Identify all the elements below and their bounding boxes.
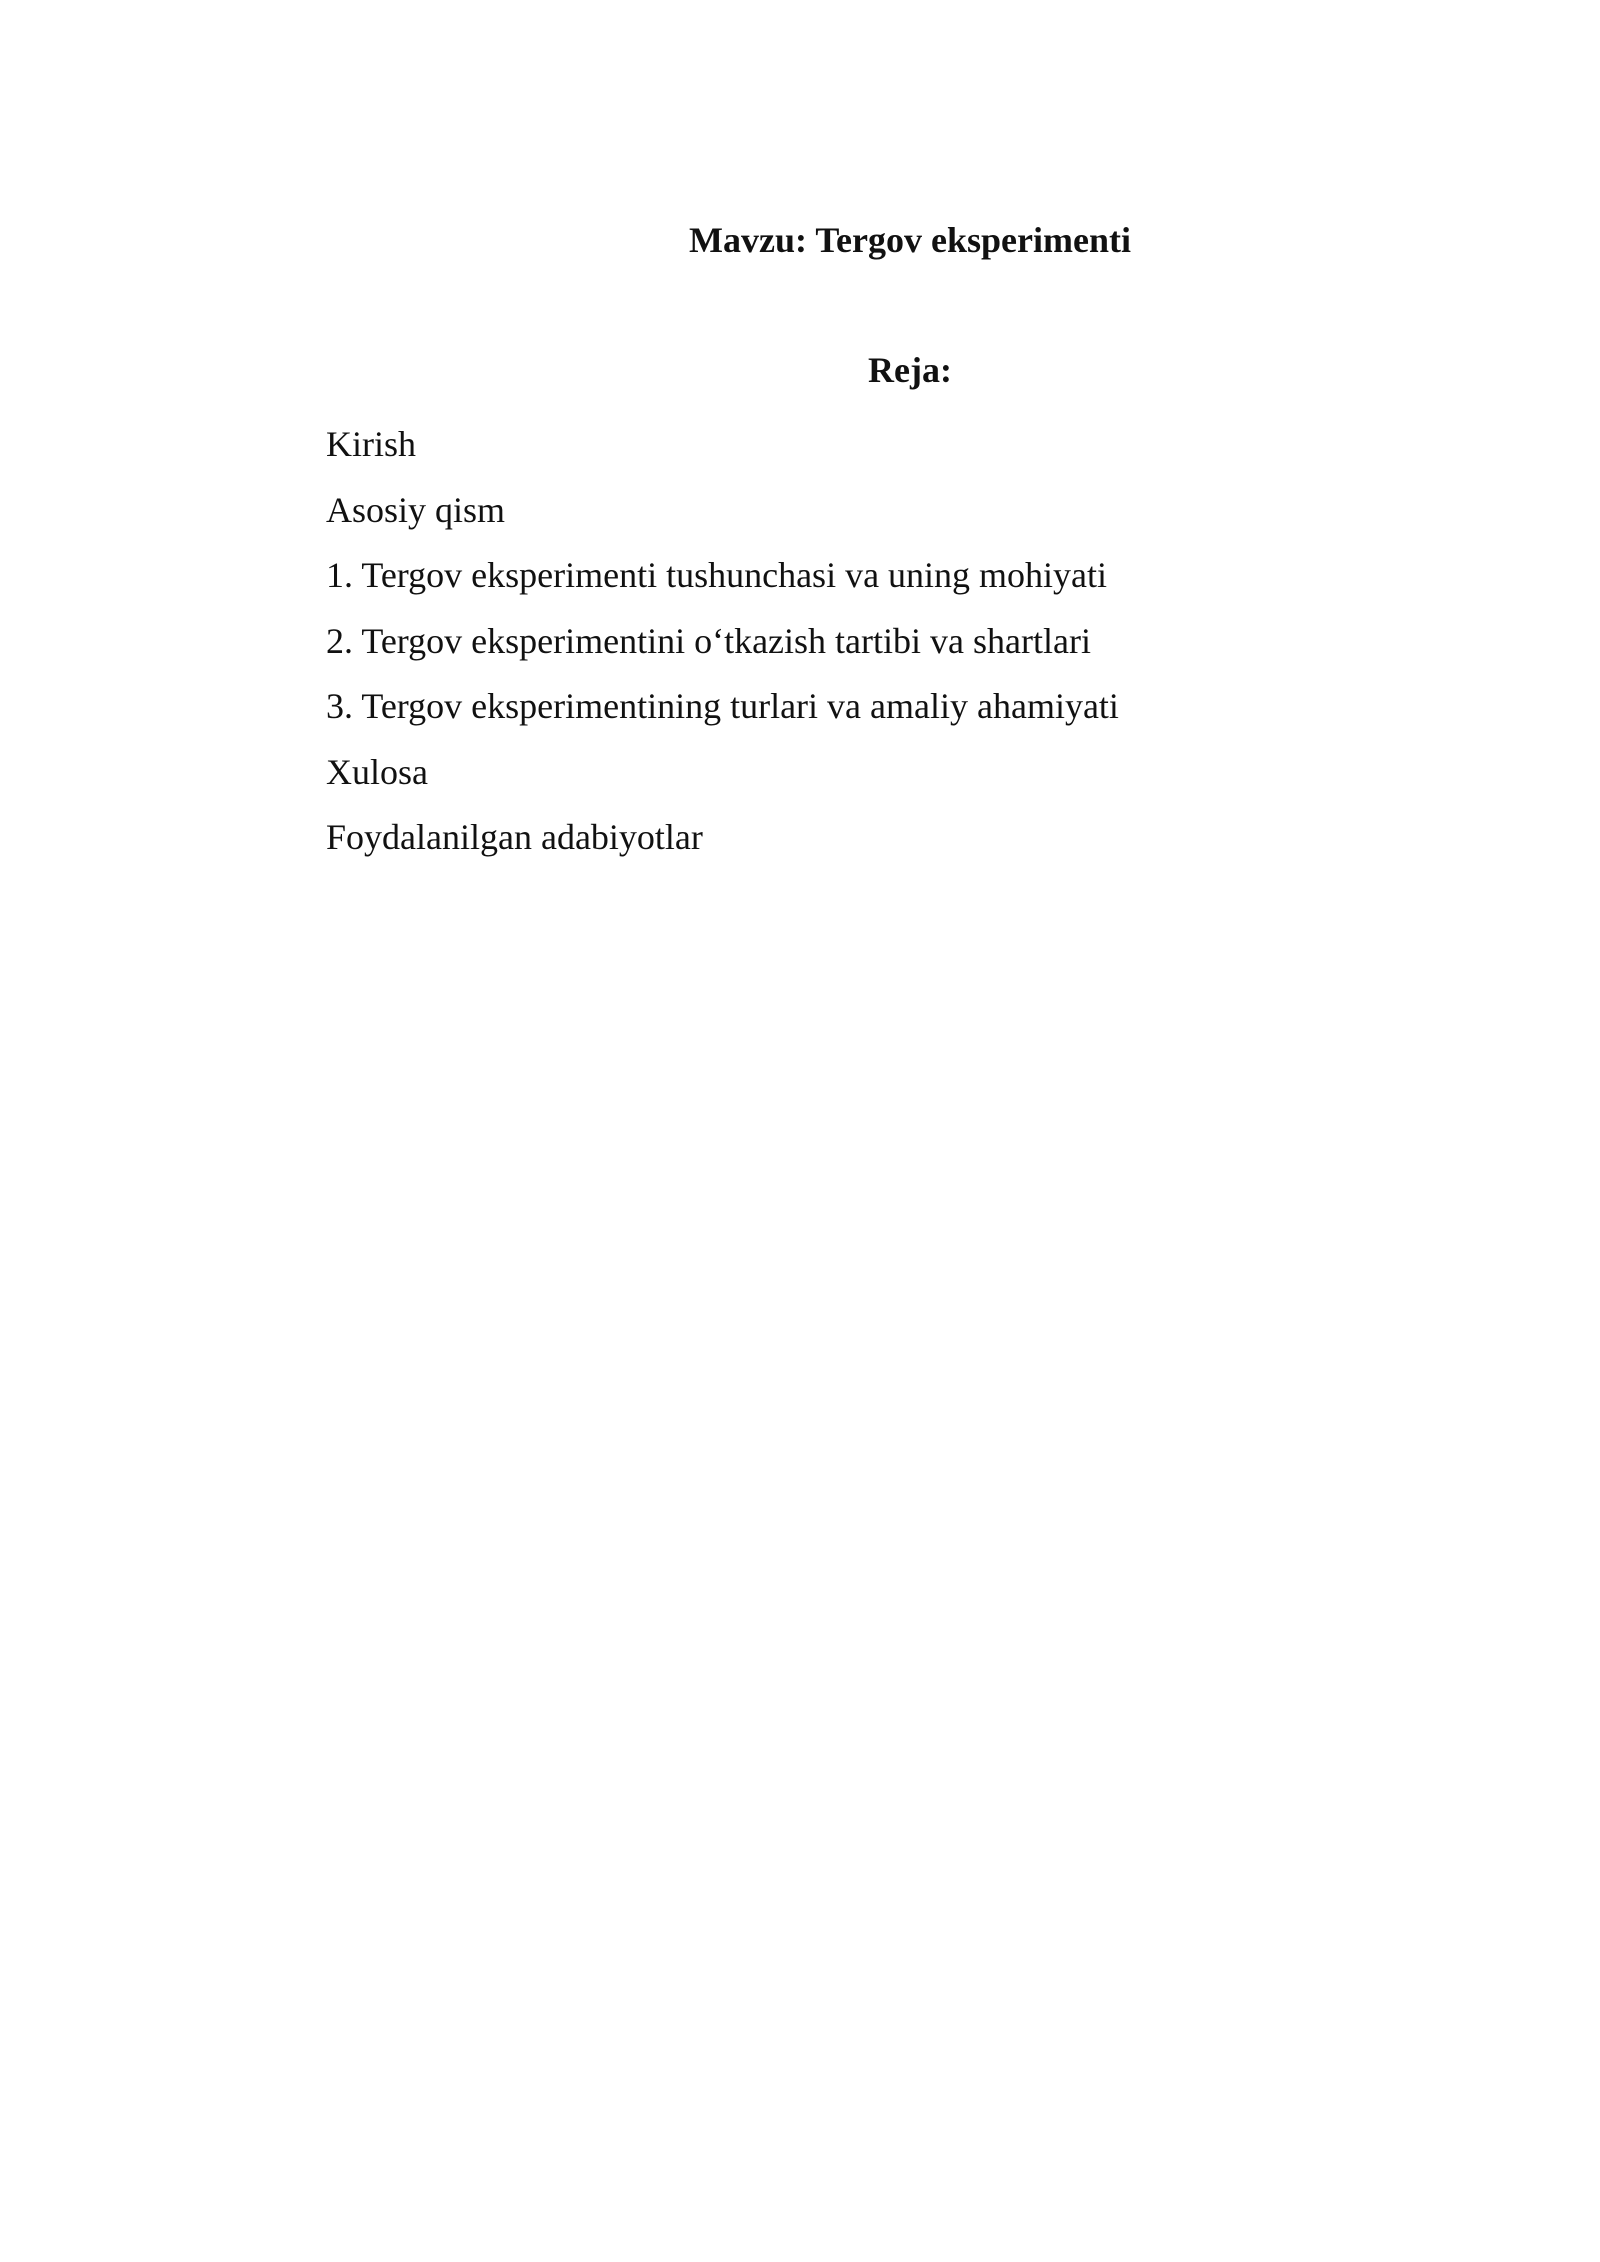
document-title: Mavzu: Tergov eksperimenti <box>689 220 1131 260</box>
plan-item-references: Foydalanilgan adabiyotlar <box>326 817 703 857</box>
plan-item-conclusion: Xulosa <box>326 751 428 792</box>
plan-item-section-1: 1. Tergov eksperimenti tushunchasi va uning mohiyati <box>326 555 1108 595</box>
plan-heading: Reja: <box>868 350 952 390</box>
plan-item-main-part: Asosiy qism <box>326 489 506 530</box>
plan-item-section-3: 3. Tergov eksperimentining turlari va amaliy ahamiyati <box>326 686 1119 726</box>
plan-list <box>326 412 1119 871</box>
plan-item-section-2: 2. Tergov eksperimentini o‘tkazish tartibi va shartlari <box>326 620 1091 661</box>
plan-item-introduction: Kirish <box>326 424 416 464</box>
